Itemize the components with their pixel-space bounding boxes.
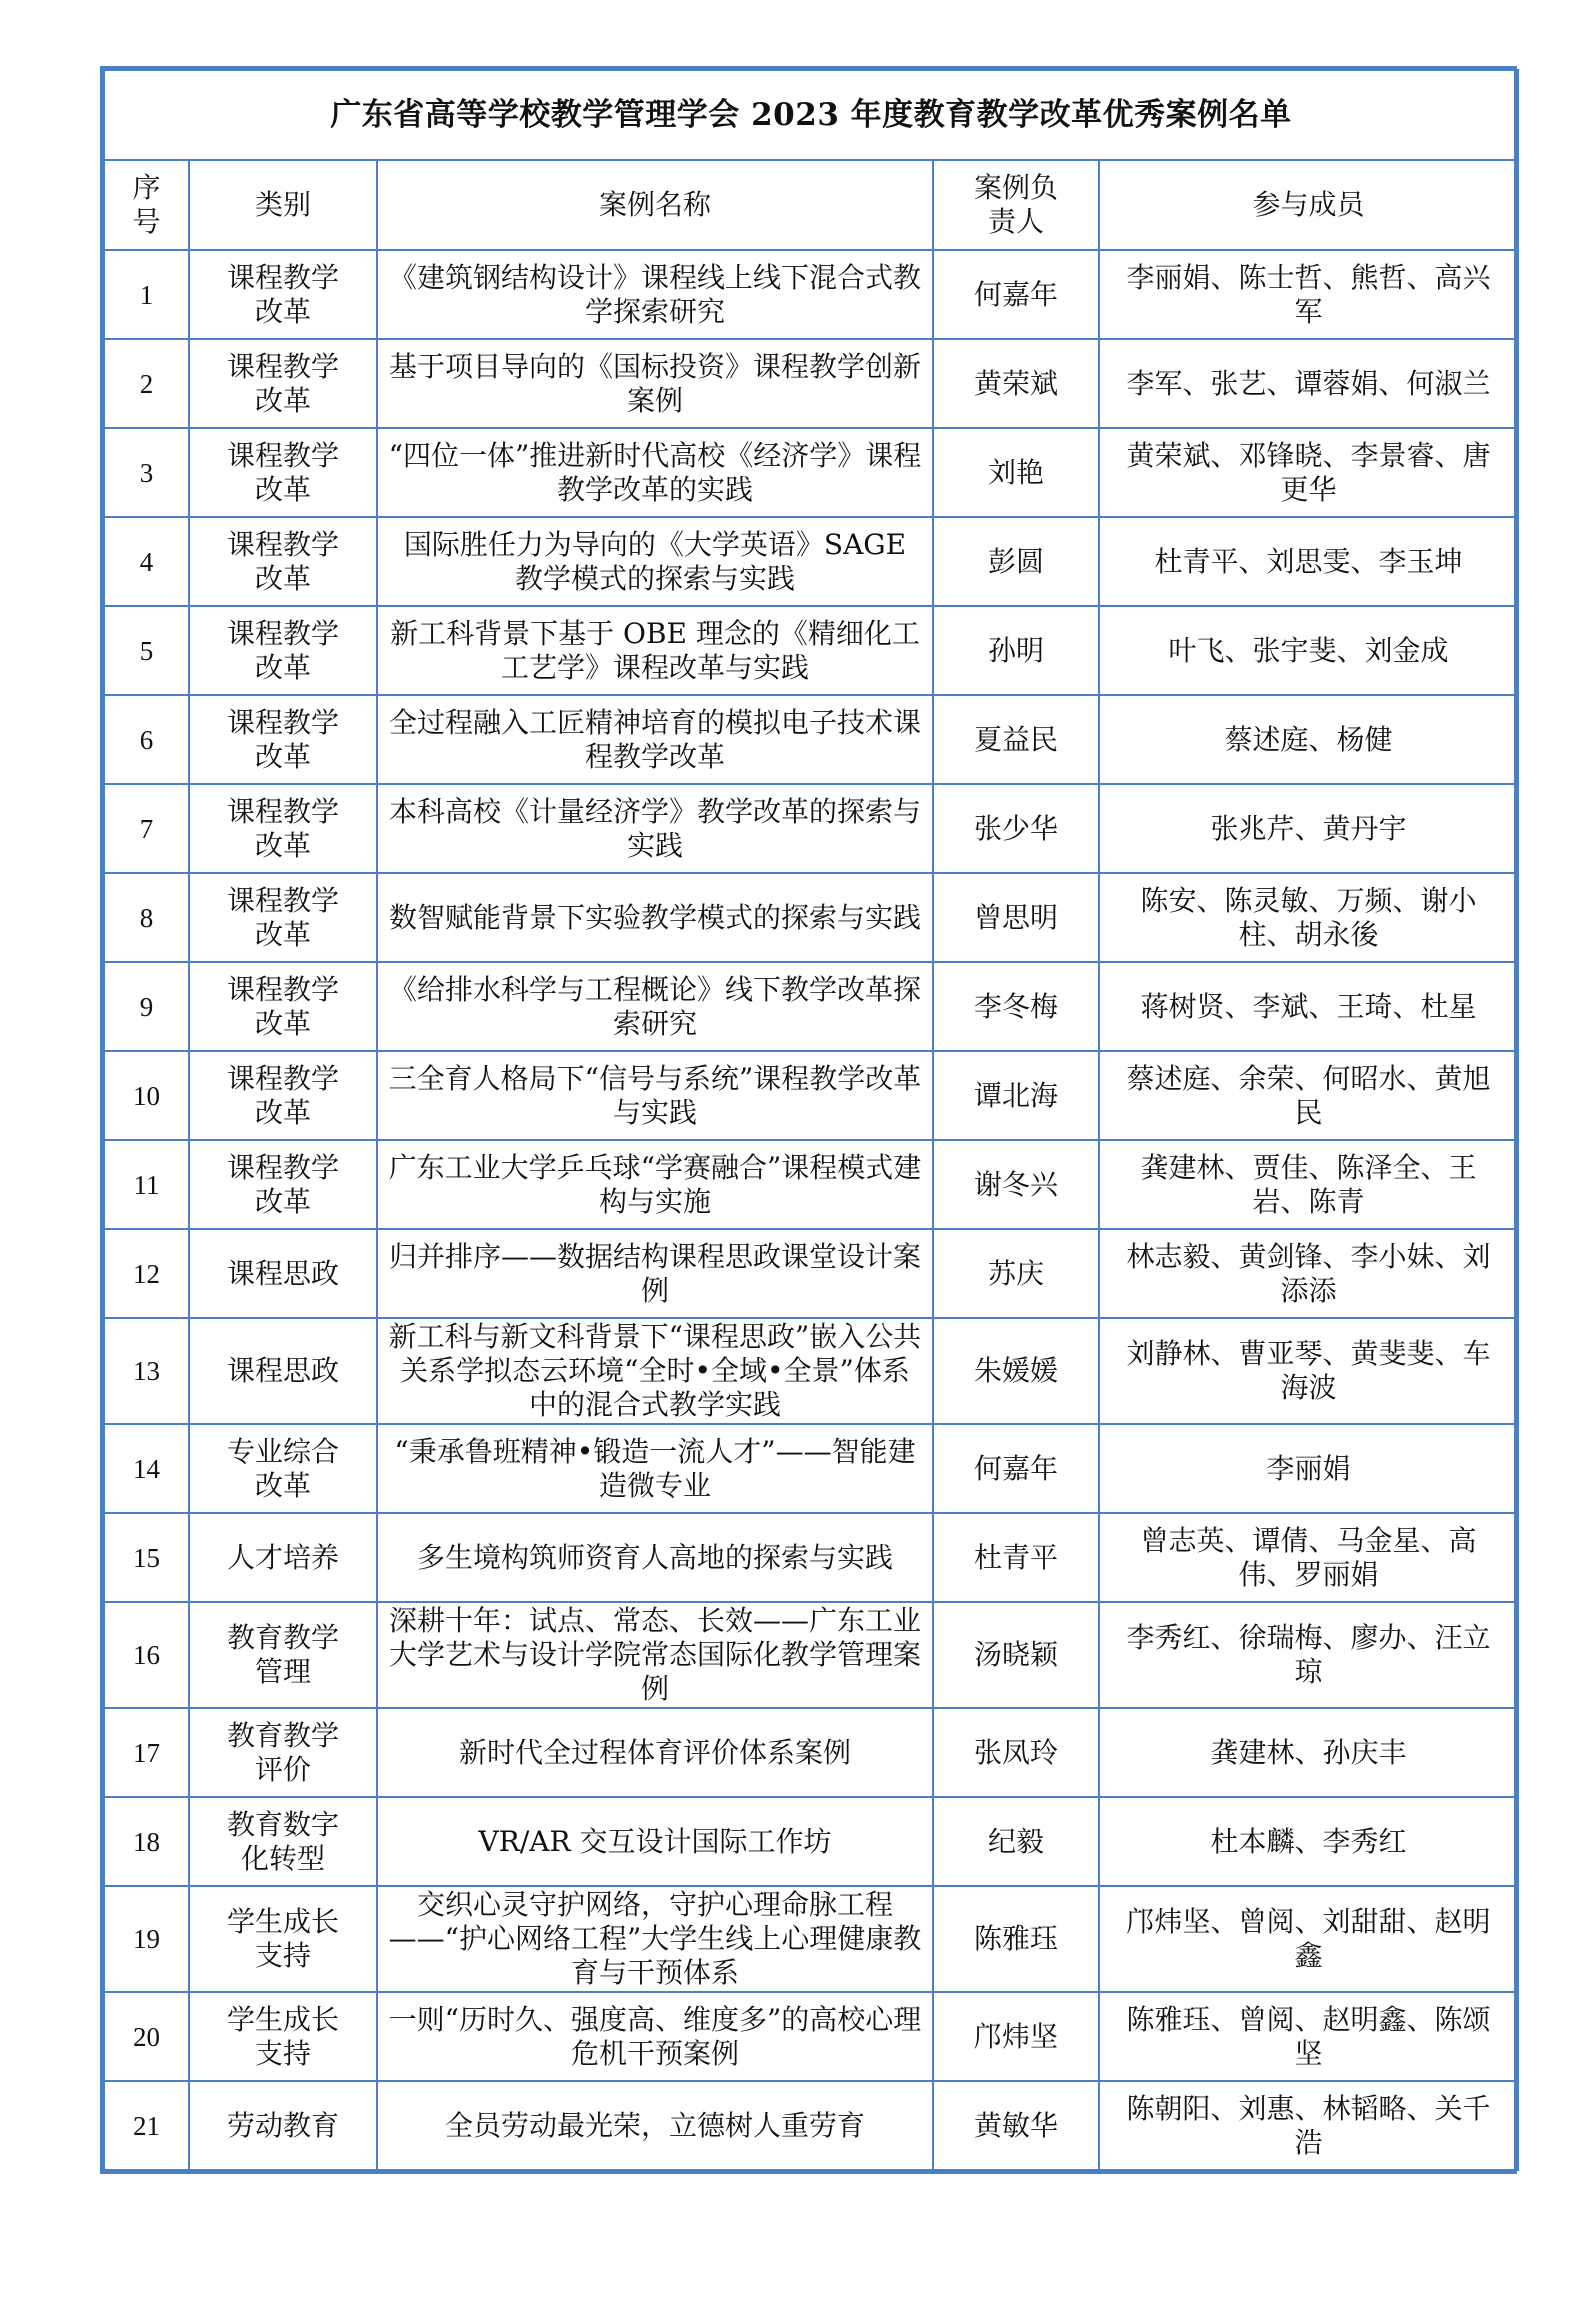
cell-members: 龚建林、贾佳、陈泽全、王岩、陈青 (1099, 1140, 1518, 1229)
cell-case-name: VR/AR 交互设计国际工作坊 (377, 1797, 933, 1886)
table-row (104, 1602, 1518, 1708)
cell-members: 李秀红、徐瑞梅、廖办、汪立琼 (1099, 1602, 1518, 1708)
table-row (104, 2081, 1518, 2170)
cell-category: 课程教学改革 (189, 695, 377, 784)
cell-no: 4 (104, 517, 189, 606)
cell-no: 17 (104, 1708, 189, 1797)
cell-case-name: 全过程融入工匠精神培育的模拟电子技术课程教学改革 (377, 695, 933, 784)
table-row (104, 339, 1518, 428)
cell-members: 陈雅珏、曾阅、赵明鑫、陈颂坚 (1099, 1992, 1518, 2081)
cell-leader: 汤晓颖 (933, 1602, 1099, 1708)
cell-leader: 彭圆 (933, 517, 1099, 606)
cell-category: 教育数字化转型 (189, 1797, 377, 1886)
cell-case-name: 基于项目导向的《国标投资》课程教学创新案例 (377, 339, 933, 428)
table-row (104, 962, 1518, 1051)
cell-no: 21 (104, 2081, 189, 2170)
cell-category: 课程教学改革 (189, 962, 377, 1051)
table-row (104, 606, 1518, 695)
cell-leader: 杜青平 (933, 1513, 1099, 1602)
cell-no: 1 (104, 250, 189, 339)
table-row (104, 1992, 1518, 2081)
cell-leader: 张少华 (933, 784, 1099, 873)
cell-leader: 李冬梅 (933, 962, 1099, 1051)
cell-members: 陈安、陈灵敏、万频、谢小柱、胡永後 (1099, 873, 1518, 962)
cell-category: 课程教学改革 (189, 428, 377, 517)
cell-no: 10 (104, 1051, 189, 1140)
cell-leader: 何嘉年 (933, 1424, 1099, 1513)
cell-category: 课程教学改革 (189, 873, 377, 962)
cell-no: 14 (104, 1424, 189, 1513)
table-row (104, 1513, 1518, 1602)
cell-members: 刘静林、曹亚琴、黄斐斐、车海波 (1099, 1318, 1518, 1424)
cell-no: 5 (104, 606, 189, 695)
cell-category: 专业综合改革 (189, 1424, 377, 1513)
cell-members: 杜本麟、李秀红 (1099, 1797, 1518, 1886)
table-row (104, 250, 1518, 339)
cell-case-name: “四位一体”推进新时代高校《经济学》课程教学改革的实践 (377, 428, 933, 517)
cell-no: 3 (104, 428, 189, 517)
table-row (104, 1424, 1518, 1513)
cell-category: 课程教学改革 (189, 1051, 377, 1140)
cell-leader: 苏庆 (933, 1229, 1099, 1318)
table-row (104, 873, 1518, 962)
cell-category: 学生成长支持 (189, 1992, 377, 2081)
cell-case-name: 归并排序——数据结构课程思政课堂设计案例 (377, 1229, 933, 1318)
cell-members: 陈朝阳、刘惠、林韬略、关千浩 (1099, 2081, 1518, 2170)
cell-no: 13 (104, 1318, 189, 1424)
cell-members: 龚建林、孙庆丰 (1099, 1708, 1518, 1797)
col-header-leader: 案例负责人 (933, 160, 1099, 250)
cell-category: 教育教学评价 (189, 1708, 377, 1797)
table-row (104, 695, 1518, 784)
cell-leader: 谢冬兴 (933, 1140, 1099, 1229)
cell-case-name: 本科高校《计量经济学》教学改革的探索与实践 (377, 784, 933, 873)
cell-case-name: 广东工业大学乒乓球“学赛融合”课程模式建构与实施 (377, 1140, 933, 1229)
cell-category: 人才培养 (189, 1513, 377, 1602)
cell-members: 蔡述庭、杨健 (1099, 695, 1518, 784)
cell-case-name: 一则“历时久、强度高、维度多”的高校心理危机干预案例 (377, 1992, 933, 2081)
table-row (104, 1229, 1518, 1318)
cell-category: 课程教学改革 (189, 1140, 377, 1229)
cell-leader: 纪毅 (933, 1797, 1099, 1886)
cell-case-name: 《给排水科学与工程概论》线下教学改革探索研究 (377, 962, 933, 1051)
cell-leader: 邝炜坚 (933, 1992, 1099, 2081)
cell-leader: 刘艳 (933, 428, 1099, 517)
cell-no: 6 (104, 695, 189, 784)
cell-leader: 夏益民 (933, 695, 1099, 784)
table-row (104, 517, 1518, 606)
cell-no: 20 (104, 1992, 189, 2081)
cell-category: 课程教学改革 (189, 784, 377, 873)
col-header-members: 参与成员 (1099, 160, 1518, 250)
table-row (104, 784, 1518, 873)
cell-case-name: 深耕十年：试点、常态、长效——广东工业大学艺术与设计学院常态国际化教学管理案例 (377, 1602, 933, 1708)
cell-case-name: 三全育人格局下“信号与系统”课程教学改革与实践 (377, 1051, 933, 1140)
col-header-no: 序号 (104, 160, 189, 250)
cell-members: 李丽娟 (1099, 1424, 1518, 1513)
cell-members: 李军、张艺、谭蓉娟、何淑兰 (1099, 339, 1518, 428)
cell-members: 黄荣斌、邓锋晓、李景睿、唐更华 (1099, 428, 1518, 517)
cell-leader: 张凤玲 (933, 1708, 1099, 1797)
cell-no: 19 (104, 1886, 189, 1992)
cell-members: 曾志英、谭倩、马金星、高伟、罗丽娟 (1099, 1513, 1518, 1602)
col-header-name: 案例名称 (377, 160, 933, 250)
cell-members: 叶飞、张宇斐、刘金成 (1099, 606, 1518, 695)
cell-category: 课程教学改革 (189, 339, 377, 428)
cell-members: 林志毅、黄剑锋、李小妹、刘添添 (1099, 1229, 1518, 1318)
header-row (104, 160, 1518, 250)
cell-members: 蒋树贤、李斌、王琦、杜星 (1099, 962, 1518, 1051)
cell-members: 邝炜坚、曾阅、刘甜甜、赵明鑫 (1099, 1886, 1518, 1992)
cell-case-name: 新工科背景下基于 OBE 理念的《精细化工工艺学》课程改革与实践 (377, 606, 933, 695)
cell-category: 学生成长支持 (189, 1886, 377, 1992)
cell-leader: 黄荣斌 (933, 339, 1099, 428)
cell-category: 课程教学改革 (189, 606, 377, 695)
cell-no: 9 (104, 962, 189, 1051)
table-title: 广东省高等学校教学管理学会 2023 年度教育教学改革优秀案例名单 (104, 70, 1518, 160)
cell-leader: 谭北海 (933, 1051, 1099, 1140)
cell-category: 劳动教育 (189, 2081, 377, 2170)
table-row (104, 1318, 1518, 1424)
cell-case-name: 新时代全过程体育评价体系案例 (377, 1708, 933, 1797)
cell-category: 课程教学改革 (189, 517, 377, 606)
cell-category: 课程思政 (189, 1229, 377, 1318)
cell-case-name: 交织心灵守护网络，守护心理命脉工程——“护心网络工程”大学生线上心理健康教育与干预体系 (377, 1886, 933, 1992)
cell-case-name: “秉承鲁班精神•锻造一流人才”——智能建造微专业 (377, 1424, 933, 1513)
cell-no: 11 (104, 1140, 189, 1229)
cell-case-name: 《建筑钢结构设计》课程线上线下混合式教学探索研究 (377, 250, 933, 339)
table-row (104, 1708, 1518, 1797)
cell-leader: 曾思明 (933, 873, 1099, 962)
cell-members: 杜青平、刘思雯、李玉坤 (1099, 517, 1518, 606)
cell-no: 12 (104, 1229, 189, 1318)
table-row (104, 1886, 1518, 1992)
cell-case-name: 多生境构筑师资育人高地的探索与实践 (377, 1513, 933, 1602)
cell-category: 教育教学管理 (189, 1602, 377, 1708)
cell-category: 课程思政 (189, 1318, 377, 1424)
cell-leader: 何嘉年 (933, 250, 1099, 339)
cell-members: 张兆芹、黄丹宇 (1099, 784, 1518, 873)
award-list-sheet (100, 66, 1517, 2174)
col-header-category: 类别 (189, 160, 377, 250)
cell-case-name: 全员劳动最光荣，立德树人重劳育 (377, 2081, 933, 2170)
cell-members: 李丽娟、陈士哲、熊哲、高兴军 (1099, 250, 1518, 339)
cell-no: 15 (104, 1513, 189, 1602)
cell-leader: 黄敏华 (933, 2081, 1099, 2170)
table-row (104, 1797, 1518, 1886)
award-list-table (103, 69, 1519, 2171)
cell-leader: 陈雅珏 (933, 1886, 1099, 1992)
table-row (104, 1051, 1518, 1140)
table-row (104, 1140, 1518, 1229)
cell-leader: 朱媛媛 (933, 1318, 1099, 1424)
cell-no: 16 (104, 1602, 189, 1708)
table-row (104, 428, 1518, 517)
cell-no: 7 (104, 784, 189, 873)
cell-no: 8 (104, 873, 189, 962)
cell-category: 课程教学改革 (189, 250, 377, 339)
cell-case-name: 数智赋能背景下实验教学模式的探索与实践 (377, 873, 933, 962)
cell-case-name: 新工科与新文科背景下“课程思政”嵌入公共关系学拟态云环境“全时•全域•全景”体系中的混合式教学实践 (377, 1318, 933, 1424)
cell-members: 蔡述庭、余荣、何昭水、黄旭民 (1099, 1051, 1518, 1140)
cell-no: 18 (104, 1797, 189, 1886)
cell-case-name: 国际胜任力为导向的《大学英语》SAGE 教学模式的探索与实践 (377, 517, 933, 606)
cell-leader: 孙明 (933, 606, 1099, 695)
cell-no: 2 (104, 339, 189, 428)
